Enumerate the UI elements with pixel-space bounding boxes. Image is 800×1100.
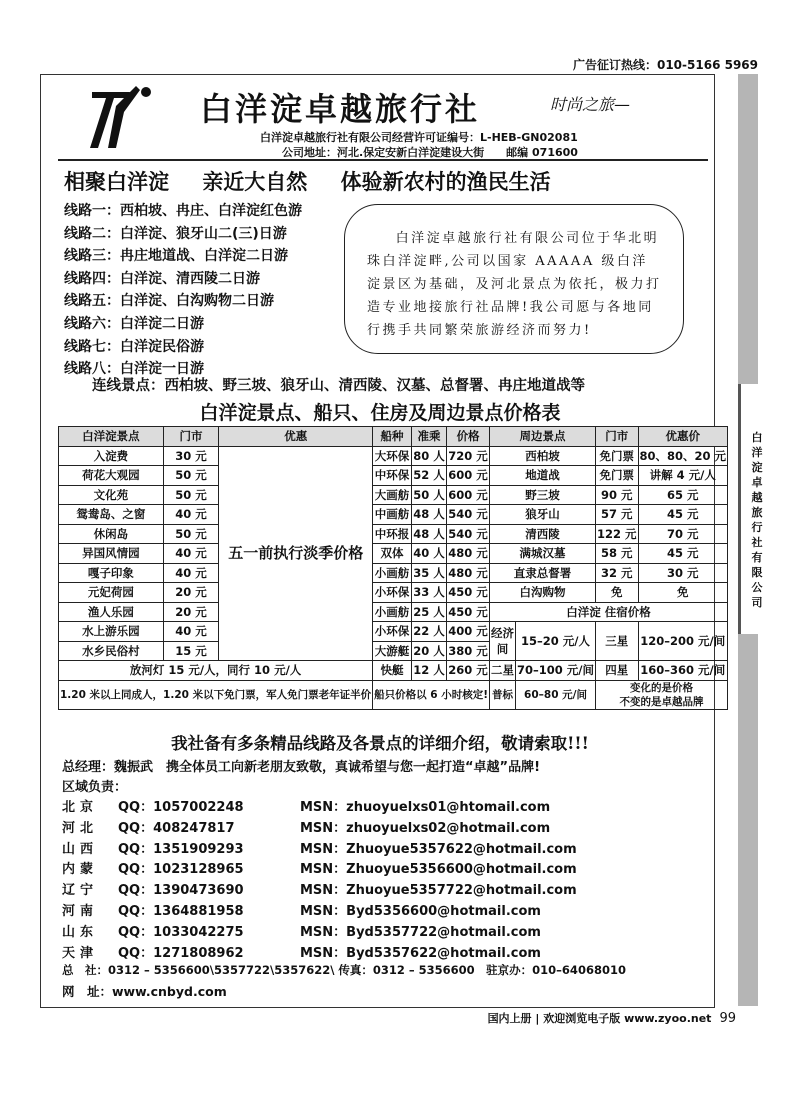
headquarters-contact: 总 社：0312 – 5356600\5357722\5357622\ 传真：0312 – 5356600 驻京办：010–64068010 xyxy=(62,963,626,977)
route-item: 线路六：白洋淀二日游 xyxy=(64,315,204,332)
lodging-type: 二星 xyxy=(490,661,516,681)
contact-region: 辽宁 xyxy=(62,883,99,899)
promo-text: 我社备有多条精品线路及各景点的详细介绍，敬请索取!!! xyxy=(171,734,589,753)
column-header: 周边景点 xyxy=(490,427,596,447)
contact-region: 河北 xyxy=(62,820,99,836)
contact-region: 北京 xyxy=(62,800,99,815)
lodging-type: 普标 xyxy=(490,680,516,709)
contact-msn: MSN：Byd5357622@hotmail.com xyxy=(300,945,541,961)
contact-msn: MSN：Zhuoyue5357622@hotmail.com xyxy=(300,841,577,857)
route-item: 线路四：白洋淀、清西陵二日游 xyxy=(64,270,260,287)
table-row xyxy=(59,563,728,583)
contact-msn: MSN：Byd5356600@hotmail.com xyxy=(300,903,541,919)
nearby-spot: 地道战 xyxy=(490,466,596,486)
sidebar-company-label: 白洋淀卓越旅行社有限公司 xyxy=(751,431,763,609)
table-row xyxy=(59,622,728,642)
spot-price: 40 元 xyxy=(163,505,219,525)
boat-capacity: 25 人 xyxy=(411,602,446,622)
boat-capacity: 12 人 xyxy=(411,661,446,681)
headline-part: 体验新农村的渔民生活 xyxy=(340,169,551,194)
company-address: 公司地址：河北.保定安新白洋淀建设大街 邮编 071600 xyxy=(282,146,578,159)
nearby-price: 57 元 xyxy=(596,505,639,525)
table-row xyxy=(59,544,728,564)
nearby-spot: 满城汉墓 xyxy=(490,544,596,564)
nearby-price: 122 元 xyxy=(596,524,639,544)
contact-msn: MSN：zhuoyuelxs02@hotmail.com xyxy=(300,820,551,836)
nearby-price: 90 元 xyxy=(596,485,639,505)
route-item: 线路七：白洋淀民俗游 xyxy=(64,338,204,355)
contact-region: 山西 xyxy=(62,841,99,857)
company-name: 白洋淀卓越旅行社 xyxy=(200,90,481,128)
spot-price: 40 元 xyxy=(163,544,219,564)
contact-row xyxy=(62,817,577,838)
boat-capacity: 20 人 xyxy=(411,641,446,661)
spot-name: 休闲岛 xyxy=(59,524,164,544)
contact-region: 天津 xyxy=(62,945,99,961)
boat-type: 中环报 xyxy=(373,524,412,544)
nearby-spot: 清西陵 xyxy=(490,524,596,544)
boat-type: 大画舫 xyxy=(373,485,412,505)
boat-price: 540 元 xyxy=(447,505,490,525)
boat-capacity: 33 人 xyxy=(411,583,446,603)
lodging-type: 经济间 xyxy=(490,622,516,661)
route-item: 线路三：冉庄地道战、白洋淀二日游 xyxy=(64,248,288,265)
contact-qq: QQ：1390473690 xyxy=(118,883,244,899)
table-row xyxy=(59,680,728,709)
boat-price: 480 元 xyxy=(447,544,490,564)
nearby-spot: 白沟购物 xyxy=(490,583,596,603)
nearby-price: 免门票 xyxy=(596,466,639,486)
spot-price: 15 元 xyxy=(163,641,219,661)
spot-name: 渔人乐园 xyxy=(59,602,164,622)
spot-price: 50 元 xyxy=(163,524,219,544)
contact-region: 河南 xyxy=(62,903,99,919)
contact-qq: QQ：1271808962 xyxy=(118,945,244,961)
boat-capacity: 48 人 xyxy=(411,505,446,525)
lodging-price: 60–80 元/间 xyxy=(516,680,596,709)
nearby-discount: 45 元 xyxy=(638,544,728,564)
contact-region: 内蒙 xyxy=(62,862,99,878)
headline xyxy=(64,166,577,196)
region-title: 区域负责： xyxy=(62,780,128,795)
nearby-price: 32 元 xyxy=(596,563,639,583)
license-number: 白洋淀卓越旅行社有限公司经营许可证编号：L-HEB-GN02081 xyxy=(260,131,578,144)
tagline: 时尚之旅— xyxy=(550,95,631,114)
table-row xyxy=(59,466,728,486)
price-slogan xyxy=(596,680,728,709)
boat-capacity: 40 人 xyxy=(411,544,446,564)
contact-row xyxy=(62,942,577,963)
boat-type: 小环保 xyxy=(373,622,412,642)
spot-name: 入淀费 xyxy=(59,446,164,466)
lodging-title: 白洋淀 住宿价格 xyxy=(490,602,728,622)
contact-msn: MSN：zhuoyuelxs01@htomail.com xyxy=(300,800,551,815)
boat-price: 260 元 xyxy=(447,661,490,681)
nearby-spot: 直隶总督署 xyxy=(490,563,596,583)
contact-row xyxy=(62,900,577,921)
boat-type: 大游艇 xyxy=(373,641,412,661)
lodging-price: 70–100 元/间 xyxy=(516,661,596,681)
spot-name: 荷花大观园 xyxy=(59,466,164,486)
spot-price: 20 元 xyxy=(163,602,219,622)
lodging-type: 四星 xyxy=(596,661,639,681)
nearby-discount: 免 xyxy=(638,583,728,603)
column-header: 优惠 xyxy=(219,427,373,447)
contact-region: 山东 xyxy=(62,924,99,940)
price-table-title: 白洋淀景点、船只、住房及周边景点价格表 xyxy=(199,402,561,424)
boat-note: 船只价格以 6 小时核定! xyxy=(373,680,490,709)
price-slogan-line: 变化的是价格 xyxy=(630,681,694,694)
company-intro: 白洋淀卓越旅行社有限公司位于华北明珠白洋淀畔,公司以国家 AAAAA 级白洋淀景区为基础，及河北景点为依托，极力打造专业地接旅行社品牌!我公司愿与各地同行携手共同繁荣旅游经济而努力! xyxy=(344,204,684,354)
route-list xyxy=(64,200,302,381)
contact-msn: MSN：Byd5357722@hotmail.com xyxy=(300,924,541,940)
spot-name: 文化苑 xyxy=(59,485,164,505)
contact-row xyxy=(62,879,577,900)
spot-price: 20 元 xyxy=(163,583,219,603)
table-row xyxy=(59,446,728,466)
discount-note: 五一前执行淡季价格 xyxy=(219,446,373,661)
nearby-price: 免 xyxy=(596,583,639,603)
headline-part: 相聚白洋淀 xyxy=(64,169,169,194)
contact-qq: QQ：1023128965 xyxy=(118,862,244,878)
boat-price: 400 元 xyxy=(447,622,490,642)
boat-type: 中画舫 xyxy=(373,505,412,525)
spot-name: 鸳鸯岛、之窗 xyxy=(59,505,164,525)
connected-spots: 连线景点：西柏坡、野三坡、狼牙山、清西陵、汉墓、总督署、冉庄地道战等 xyxy=(92,378,585,394)
price-slogan-line: 不变的是卓越品牌 xyxy=(619,695,704,708)
spot-name: 水乡民俗村 xyxy=(59,641,164,661)
spot-price: 40 元 xyxy=(163,622,219,642)
lodging-price: 15–20 元/人 xyxy=(516,622,596,661)
boat-type: 小环保 xyxy=(373,583,412,603)
column-header: 优惠价 xyxy=(638,427,728,447)
sidebar-tab-bottom xyxy=(738,634,758,1006)
contact-row xyxy=(62,858,577,879)
boat-type: 双体 xyxy=(373,544,412,564)
column-header: 白洋淀景点 xyxy=(59,427,164,447)
lodging-type: 三星 xyxy=(596,622,639,661)
spot-name: 异国风情园 xyxy=(59,544,164,564)
sidebar-tab-top xyxy=(738,74,758,384)
nearby-price: 免门票 xyxy=(596,446,639,466)
contact-qq: QQ：1364881958 xyxy=(118,903,244,919)
contact-qq: QQ：1033042275 xyxy=(118,924,244,940)
manager-line: 总经理：魏振武 携全体员工向新老朋友致敬，真诚希望与您一起打造“卓越”品牌! xyxy=(62,760,541,775)
company-logo-icon xyxy=(86,82,156,152)
boat-price: 540 元 xyxy=(447,524,490,544)
contact-row xyxy=(62,921,577,942)
lantern-price: 放河灯 15 元/人，同行 10 元/人 xyxy=(59,661,373,681)
column-header: 准乘 xyxy=(411,427,446,447)
boat-capacity: 80 人 xyxy=(411,446,446,466)
nearby-spot: 西柏坡 xyxy=(490,446,596,466)
boat-capacity: 50 人 xyxy=(411,485,446,505)
nearby-discount: 65 元 xyxy=(638,485,728,505)
boat-price: 600 元 xyxy=(447,485,490,505)
table-row xyxy=(59,505,728,525)
page-footer xyxy=(488,1010,736,1026)
column-header: 门市 xyxy=(596,427,639,447)
lodging-price: 160–360 元/间 xyxy=(638,661,728,681)
boat-type: 快艇 xyxy=(373,661,412,681)
nearby-discount: 70 元 xyxy=(638,524,728,544)
nearby-spot: 狼牙山 xyxy=(490,505,596,525)
ad-hotline: 广告征订热线：010-5166 5969 xyxy=(572,58,758,72)
contact-qq: QQ：1057002248 xyxy=(118,800,244,815)
contact-row xyxy=(62,796,577,817)
table-header-row xyxy=(59,427,728,447)
nearby-discount: 30 元 xyxy=(638,563,728,583)
spot-price: 30 元 xyxy=(163,446,219,466)
boat-capacity: 52 人 xyxy=(411,466,446,486)
table-row xyxy=(59,485,728,505)
spot-price: 40 元 xyxy=(163,563,219,583)
spot-name: 水上游乐园 xyxy=(59,622,164,642)
spot-name: 元妃荷园 xyxy=(59,583,164,603)
nearby-spot: 野三坡 xyxy=(490,485,596,505)
boat-type: 小画舫 xyxy=(373,602,412,622)
contact-msn: MSN：Zhuoyue5356600@hotmail.com xyxy=(300,862,577,878)
boat-capacity: 35 人 xyxy=(411,563,446,583)
boat-type: 中环保 xyxy=(373,466,412,486)
contact-qq: QQ：1351909293 xyxy=(118,841,244,857)
boat-capacity: 48 人 xyxy=(411,524,446,544)
route-item: 线路八：白洋淀一日游 xyxy=(64,361,204,378)
page-number: 99 xyxy=(719,1011,736,1026)
table-row xyxy=(59,661,728,681)
headline-part: 亲近大自然 xyxy=(202,169,308,194)
route-item: 线路二：白洋淀、狼牙山二(三)日游 xyxy=(64,225,287,242)
header-divider xyxy=(58,159,708,161)
table-row xyxy=(59,524,728,544)
nearby-discount: 讲解 4 元/人 xyxy=(638,466,728,486)
boat-type: 大环保 xyxy=(373,446,412,466)
website-link[interactable]: 网 址：www.cnbyd.com xyxy=(62,984,227,999)
boat-price: 450 元 xyxy=(447,602,490,622)
contact-msn: MSN：Zhuoyue5357722@hotmail.com xyxy=(300,883,577,899)
contact-qq: QQ：408247817 xyxy=(118,820,235,836)
boat-price: 380 元 xyxy=(447,641,490,661)
lodging-price: 120–200 元/间 xyxy=(638,622,728,661)
nearby-discount: 80、80、20 元 xyxy=(638,446,728,466)
boat-capacity: 22 人 xyxy=(411,622,446,642)
footer-text: 国内上册 | 欢迎浏览电子版 www.zyoo.net xyxy=(487,1012,712,1025)
route-item: 线路五：白洋淀、白沟购物二日游 xyxy=(64,293,274,310)
boat-type: 小画舫 xyxy=(373,563,412,583)
ticket-note: 1.20 米以上同成人，1.20 米以下免门票，军人免门票老年证半价 xyxy=(59,680,373,709)
nearby-price: 58 元 xyxy=(596,544,639,564)
boat-price: 480 元 xyxy=(447,563,490,583)
boat-price: 450 元 xyxy=(447,583,490,603)
table-row xyxy=(59,583,728,603)
column-header: 门市 xyxy=(163,427,219,447)
spot-price: 50 元 xyxy=(163,466,219,486)
column-header: 船种 xyxy=(373,427,412,447)
contact-row xyxy=(62,838,577,859)
contact-list xyxy=(62,796,577,962)
nearby-discount: 45 元 xyxy=(638,505,728,525)
boat-price: 600 元 xyxy=(447,466,490,486)
spot-price: 50 元 xyxy=(163,485,219,505)
route-item: 线路一：西柏坡、冉庄、白洋淀红色游 xyxy=(64,203,302,219)
price-table xyxy=(58,426,728,710)
spot-name: 嘎子印象 xyxy=(59,563,164,583)
column-header: 价格 xyxy=(447,427,490,447)
table-row xyxy=(59,602,728,622)
boat-price: 720 元 xyxy=(447,446,490,466)
